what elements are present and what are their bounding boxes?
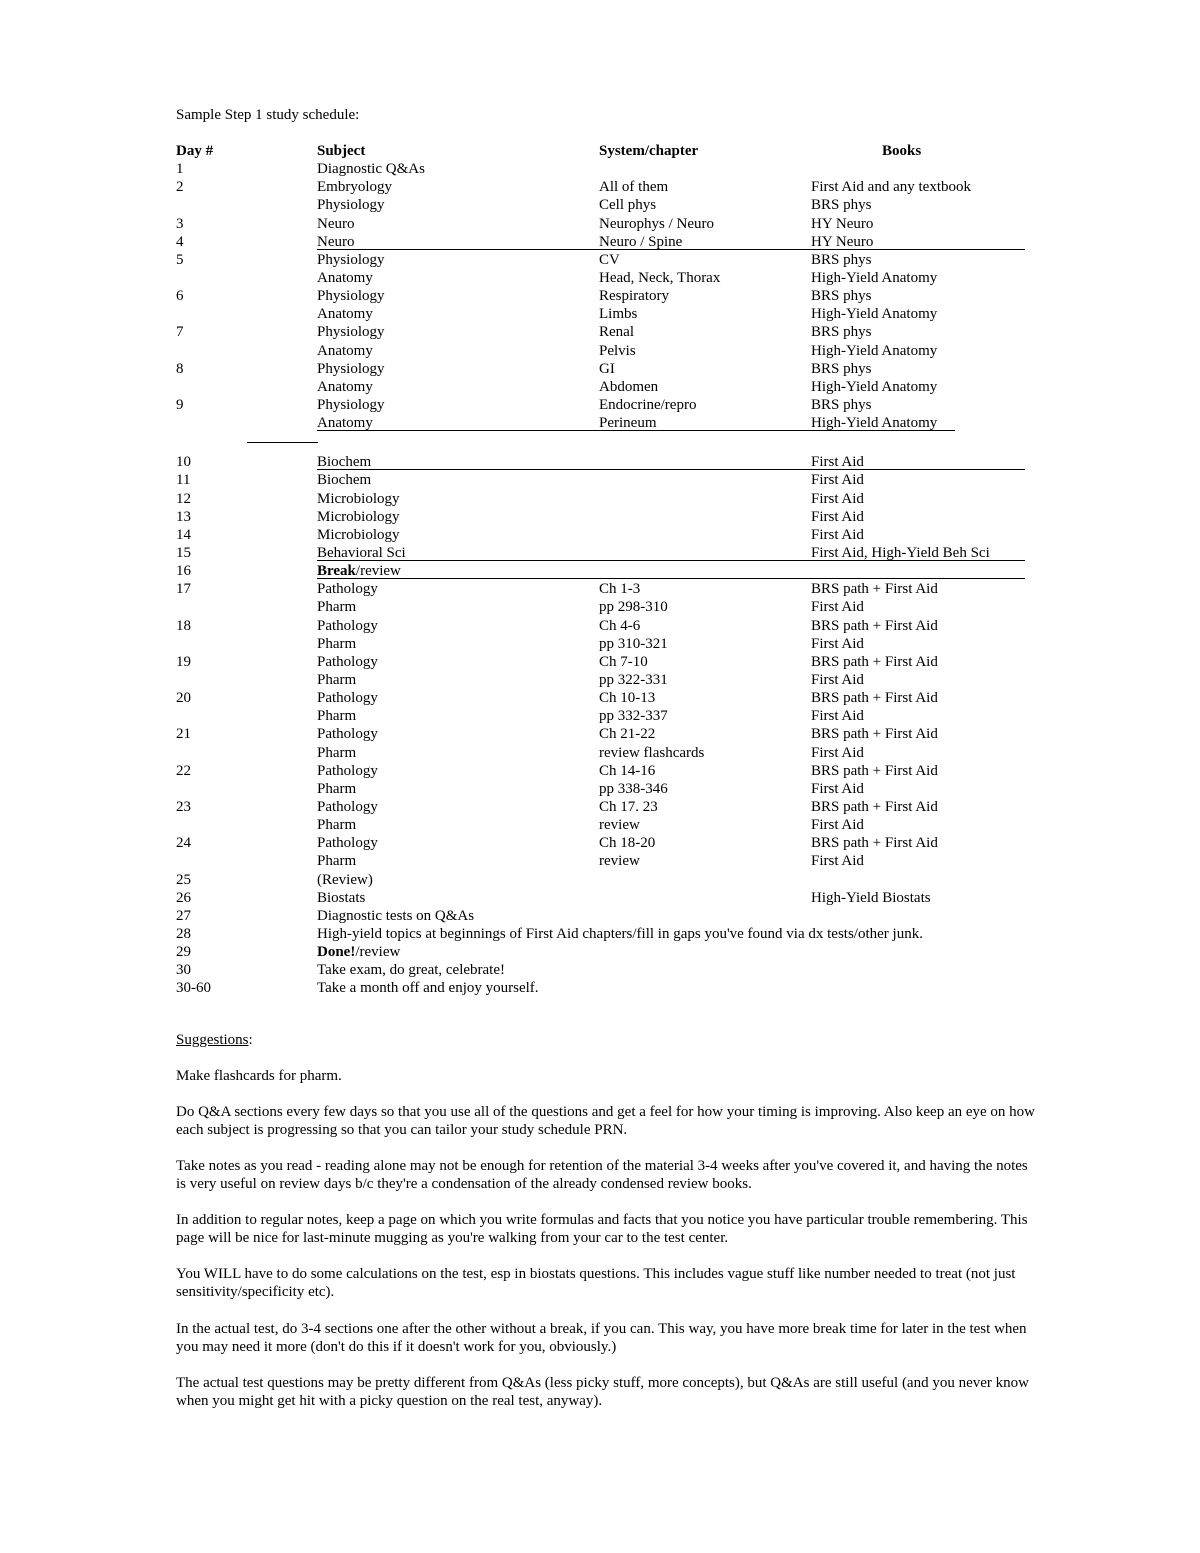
cell-books: BRS path + First Aid <box>811 798 938 815</box>
cell-system: Ch 14-16 <box>599 762 656 779</box>
suggestion-paragraph: In the actual test, do 3-4 sections one after the other without a break, if you can. This way, you have more break time for later in the test when you may need it more (don't do this if it doesn't work for you, obviously.) <box>176 1321 1027 1355</box>
cell-books: HY Neuro <box>811 233 874 250</box>
cell-subject: Neuro <box>317 233 355 250</box>
cell-system: Pelvis <box>599 342 636 359</box>
cell-day: 6 <box>176 288 184 305</box>
cell-system: All of them <box>599 179 669 196</box>
cell-day: 23 <box>176 798 191 815</box>
cell-subject: Diagnostic Q&As <box>317 161 425 178</box>
cell-subject: Pharm <box>317 744 357 761</box>
cell-books: High-Yield Anatomy <box>811 342 938 359</box>
cell-day: 27 <box>176 907 191 924</box>
table-row <box>176 689 1036 707</box>
cell-day: 18 <box>176 617 191 634</box>
cell-subject: Pharm <box>317 817 357 834</box>
cell-subject: Anatomy <box>317 270 373 287</box>
cell-subject: Microbiology <box>317 526 400 543</box>
cell-subject: Pharm <box>317 599 357 616</box>
cell-subject: Anatomy <box>317 378 373 395</box>
cell-books: First Aid <box>811 599 864 616</box>
cell-books: First Aid <box>811 780 864 797</box>
cell-books: BRS path + First Aid <box>811 653 938 670</box>
cell-books: First Aid and any textbook <box>811 179 971 196</box>
cell-day: 28 <box>176 925 191 942</box>
cell-day: 8 <box>176 360 184 377</box>
table-row <box>176 907 1036 925</box>
table-row <box>176 816 1036 834</box>
cell-subject: Take exam, do great, celebrate! <box>317 962 506 979</box>
cell-system: Endocrine/repro <box>599 397 697 414</box>
table-row <box>176 852 1036 870</box>
table-row <box>176 725 1036 743</box>
table-row <box>176 323 1036 341</box>
cell-day: 24 <box>176 835 191 852</box>
table-row <box>176 617 1036 635</box>
cell-system: pp 310-321 <box>599 635 668 652</box>
table-row <box>176 196 1036 214</box>
cell-system: pp 338-346 <box>599 780 668 797</box>
cell-subject: Pathology <box>317 581 378 598</box>
cell-system: Cell phys <box>599 197 657 214</box>
table-row <box>176 305 1036 323</box>
cell-subject-bold: Break <box>317 563 356 580</box>
table-header-row <box>176 142 1036 160</box>
cell-day: 5 <box>176 251 184 268</box>
study-schedule-table <box>176 142 1036 998</box>
cell-books: First Aid <box>811 744 864 761</box>
cell-subject: (Review) <box>317 871 373 888</box>
cell-system: Head, Neck, Thorax <box>599 270 721 287</box>
cell-system: Ch 4-6 <box>599 617 641 634</box>
cell-subject-bold: Done! <box>317 944 356 961</box>
cell-books: First Aid <box>811 490 864 507</box>
cell-books: High-Yield Anatomy <box>811 415 938 432</box>
cell-day: 3 <box>176 215 184 232</box>
table-row <box>176 889 1036 907</box>
cell-subject: Pathology <box>317 653 378 670</box>
cell-day: 10 <box>176 454 191 471</box>
table-row <box>176 160 1036 178</box>
cell-day: 26 <box>176 889 191 906</box>
table-row <box>176 414 1036 432</box>
table-row <box>176 744 1036 762</box>
cell-subject: Physiology <box>317 197 385 214</box>
cell-system: review <box>599 853 640 870</box>
cell-books: First Aid, High-Yield Beh Sci <box>811 545 990 561</box>
cell-subject: Pathology <box>317 690 378 707</box>
table-row <box>176 490 1036 508</box>
cell-day: 7 <box>176 324 184 341</box>
cell-books: First Aid <box>811 817 864 834</box>
cell-system: Abdomen <box>599 378 659 395</box>
cell-books: BRS path + First Aid <box>811 617 938 634</box>
cell-subject: Pharm <box>317 671 357 688</box>
table-row <box>176 508 1036 526</box>
cell-system: Ch 21-22 <box>599 726 656 743</box>
cell-books: BRS path + First Aid <box>811 726 938 743</box>
table-row <box>176 834 1036 852</box>
header-books: Books <box>882 143 922 159</box>
cell-day: 29 <box>176 944 191 961</box>
suggestions-heading-text: Suggestions <box>176 1032 249 1048</box>
suggestions-heading-colon: : <box>248 1032 253 1048</box>
suggestion-paragraph: The actual test questions may be pretty different from Q&As (less picky stuff, more concepts), but Q&As are still useful (and you never know when you might get hit with a picky question on the real test, anyway). <box>176 1375 1029 1409</box>
cell-subject: Diagnostic tests on Q&As <box>317 907 475 924</box>
table-row <box>176 360 1036 378</box>
cell-books: First Aid <box>811 635 864 652</box>
cell-subject: Anatomy <box>317 415 373 432</box>
cell-books: BRS phys <box>811 360 872 377</box>
cell-subject: Physiology <box>317 251 385 268</box>
table-row <box>176 653 1036 671</box>
table-row <box>176 635 1036 653</box>
cell-day: 12 <box>176 490 191 507</box>
cell-subject: Microbiology <box>317 490 400 507</box>
table-row <box>176 178 1036 196</box>
cell-books: BRS path + First Aid <box>811 690 938 707</box>
cell-day: 11 <box>176 472 191 489</box>
cell-books: High-Yield Anatomy <box>811 378 938 395</box>
cell-books: BRS path + First Aid <box>811 762 938 779</box>
cell-books: BRS phys <box>811 197 872 214</box>
cell-system: GI <box>599 360 615 377</box>
cell-subject: Microbiology <box>317 508 400 525</box>
cell-system: Renal <box>599 324 634 341</box>
cell-system: Ch 7-10 <box>599 653 648 670</box>
suggestions-heading <box>176 1031 253 1049</box>
cell-books: First Aid <box>811 853 864 870</box>
cell-books: HY Neuro <box>811 215 874 232</box>
cell-books: High-Yield Anatomy <box>811 270 938 287</box>
cell-subject: Biochem <box>317 454 372 471</box>
cell-day: 14 <box>176 526 191 543</box>
cell-subject: Pathology <box>317 726 378 743</box>
cell-subject: Pharm <box>317 853 357 870</box>
table-row <box>176 598 1036 616</box>
table-row <box>176 526 1036 544</box>
table-row <box>176 780 1036 798</box>
cell-subject: Pharm <box>317 635 357 652</box>
cell-books: First Aid <box>811 526 864 543</box>
cell-subject: Pharm <box>317 780 357 797</box>
cell-system: Limbs <box>599 306 638 323</box>
table-row <box>176 287 1036 305</box>
suggestion-paragraph: You WILL have to do some calculations on the test, esp in biostats questions. This includes vague stuff like number needed to treat (not just sensitivity/specificity etc). <box>176 1266 1016 1300</box>
table-row <box>176 251 1036 269</box>
cell-subject: Physiology <box>317 288 385 305</box>
cell-day: 4 <box>176 233 184 250</box>
cell-books: High-Yield Anatomy <box>811 306 938 323</box>
cell-subject: Pathology <box>317 762 378 779</box>
cell-subject: Behavioral Sci <box>317 545 406 561</box>
cell-system: Neurophys / Neuro <box>599 215 714 232</box>
cell-system: Respiratory <box>599 288 669 305</box>
cell-books: BRS phys <box>811 324 872 341</box>
cell-books: First Aid <box>811 454 864 471</box>
table-row <box>176 453 1036 471</box>
table-row <box>176 215 1036 233</box>
cell-day: 16 <box>176 563 191 580</box>
cell-subject: Anatomy <box>317 306 373 323</box>
cell-subject: Anatomy <box>317 342 373 359</box>
table-row <box>176 871 1036 889</box>
cell-day: 25 <box>176 871 191 888</box>
table-row <box>176 762 1036 780</box>
table-row <box>176 269 1036 287</box>
table-row <box>176 378 1036 396</box>
cell-subject: Physiology <box>317 397 385 414</box>
cell-books: BRS phys <box>811 288 872 305</box>
table-row <box>176 562 1036 580</box>
cell-subject: Biochem <box>317 472 372 489</box>
cell-books: First Aid <box>811 472 864 489</box>
cell-books: BRS phys <box>811 397 872 414</box>
header-subject: Subject <box>317 143 366 159</box>
cell-subject <box>317 943 400 961</box>
table-row <box>176 342 1036 360</box>
cell-day: 2 <box>176 179 184 196</box>
suggestion-paragraph: Do Q&A sections every few days so that you use all of the questions and get a feel for how your timing is improving. Also keep an eye on how each subject is progressing so that you can tailor your study schedule PRN. <box>176 1104 1035 1138</box>
cell-books: BRS path + First Aid <box>811 835 938 852</box>
cell-books: BRS path + First Aid <box>811 581 938 598</box>
cell-subject: Neuro <box>317 215 355 232</box>
suggestion-paragraph: In addition to regular notes, keep a page on which you write formulas and facts that you notice you have particular trouble remembering. This page will be nice for last-minute mugging as you're walking from your car to the test center. <box>176 1212 1028 1246</box>
cell-system: CV <box>599 251 620 268</box>
cell-system: Neuro / Spine <box>599 233 683 250</box>
cell-day: 30 <box>176 962 191 979</box>
cell-subject-rest: /review <box>355 944 401 961</box>
cell-day: 15 <box>176 545 191 561</box>
table-row <box>176 798 1036 816</box>
table-row <box>176 979 1036 997</box>
table-row <box>176 580 1036 598</box>
cell-system: pp 332-337 <box>599 708 668 725</box>
cell-day: 13 <box>176 508 191 525</box>
cell-system: review flashcards <box>599 744 705 761</box>
header-day: Day # <box>176 143 214 159</box>
cell-subject: Pathology <box>317 798 378 815</box>
table-row <box>176 396 1036 414</box>
cell-subject-rest: /review <box>355 563 401 580</box>
cell-books: First Aid <box>811 708 864 725</box>
cell-system: Ch 10-13 <box>599 690 656 707</box>
cell-day: 20 <box>176 690 191 707</box>
cell-day: 9 <box>176 397 184 414</box>
table-row <box>176 471 1036 489</box>
cell-subject: Pharm <box>317 708 357 725</box>
suggestion-paragraph: Make flashcards for pharm. <box>176 1068 342 1084</box>
table-body <box>176 160 1036 997</box>
suggestion-paragraph: Take notes as you read - reading alone may not be enough for retention of the material 3-4 weeks after you've covered it, and having the notes is very useful on review days b/c they're a condensation of the already condensed review books. <box>176 1158 1028 1192</box>
cell-day: 19 <box>176 653 191 670</box>
cell-subject: Physiology <box>317 324 385 341</box>
cell-day: 1 <box>176 161 184 178</box>
cell-subject: Take a month off and enjoy yourself. <box>317 980 539 997</box>
cell-books: First Aid <box>811 671 864 688</box>
table-row <box>176 671 1036 689</box>
cell-subject: Embryology <box>317 179 392 196</box>
cell-books: BRS phys <box>811 251 872 268</box>
table-row <box>176 707 1036 725</box>
table-row <box>176 943 1036 961</box>
cell-books: First Aid <box>811 508 864 525</box>
header-system: System/chapter <box>599 143 699 159</box>
cell-system: Ch 18-20 <box>599 835 656 852</box>
cell-subject: Physiology <box>317 360 385 377</box>
table-row <box>176 544 1036 562</box>
cell-subject: High-yield topics at beginnings of First Aid chapters/fill in gaps you've found via dx tests/other junk. <box>317 925 923 942</box>
cell-system: pp 298-310 <box>599 599 668 616</box>
cell-system: Perineum <box>599 415 657 432</box>
cell-system: pp 322-331 <box>599 671 668 688</box>
cell-system: review <box>599 817 640 834</box>
page-title: Sample Step 1 study schedule: <box>176 107 360 123</box>
cell-day: 30-60 <box>176 980 211 997</box>
table-row <box>176 233 1036 251</box>
cell-day: 17 <box>176 581 191 598</box>
table-row <box>176 925 1036 943</box>
cell-day: 22 <box>176 762 191 779</box>
cell-subject: Pathology <box>317 617 378 634</box>
cell-system: Ch 17. 23 <box>599 798 658 815</box>
cell-system: Ch 1-3 <box>599 581 641 598</box>
cell-books: High-Yield Biostats <box>811 889 931 906</box>
cell-day: 21 <box>176 726 191 743</box>
section-separator <box>176 432 1036 453</box>
cell-subject: Biostats <box>317 889 366 906</box>
table-row <box>176 961 1036 979</box>
cell-subject: Pathology <box>317 835 378 852</box>
cell-subject <box>317 562 401 580</box>
